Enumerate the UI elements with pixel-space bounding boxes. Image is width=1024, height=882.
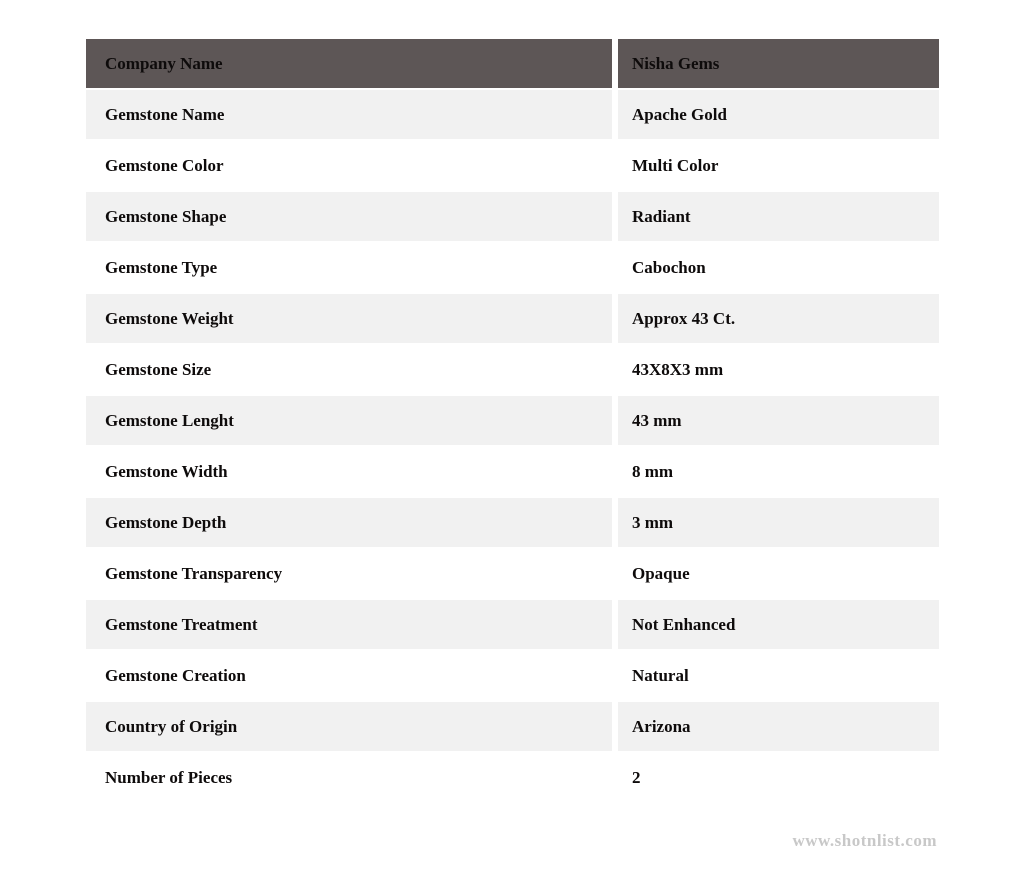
spec-value-cell: 2 [612,753,939,804]
spec-value-cell: Arizona [612,702,939,753]
spec-value-cell: Multi Color [612,141,939,192]
spec-label-cell: Gemstone Type [86,243,612,294]
table-row [86,447,939,498]
watermark-url: www.shotnlist.com [792,831,937,850]
table-row [86,396,939,447]
spec-value-cell: Approx 43 Ct. [612,294,939,345]
spec-value-cell: Opaque [612,549,939,600]
table-row [86,294,939,345]
spec-value-cell: 8 mm [612,447,939,498]
spec-label-cell: Country of Origin [86,702,612,753]
spec-label-cell: Gemstone Depth [86,498,612,549]
table-row [86,498,939,549]
table-row [86,702,939,753]
spec-value-cell: Cabochon [612,243,939,294]
spec-label-cell: Gemstone Color [86,141,612,192]
spec-label-cell: Gemstone Size [86,345,612,396]
table-row [86,549,939,600]
spec-label-cell: Gemstone Transparency [86,549,612,600]
spec-value-cell: Apache Gold [612,90,939,141]
header-value-cell: Nisha Gems [612,39,939,90]
table-row [86,90,939,141]
table-row [86,753,939,804]
table-row [86,345,939,396]
spec-label-cell: Gemstone Weight [86,294,612,345]
spec-value-cell: Not Enhanced [612,600,939,651]
spec-label-cell: Gemstone Shape [86,192,612,243]
spec-value-cell: 43X8X3 mm [612,345,939,396]
spec-label-cell: Gemstone Lenght [86,396,612,447]
spec-label-cell: Gemstone Width [86,447,612,498]
table-row [86,600,939,651]
table-row [86,243,939,294]
table-header-row [86,39,939,90]
spec-label-cell: Gemstone Creation [86,651,612,702]
spec-label-cell: Gemstone Name [86,90,612,141]
spec-value-cell: 3 mm [612,498,939,549]
spec-value-cell: Radiant [612,192,939,243]
spec-label-cell: Gemstone Treatment [86,600,612,651]
spec-value-cell: Natural [612,651,939,702]
spec-value-cell: 43 mm [612,396,939,447]
table-row [86,651,939,702]
header-label-cell: Company Name [86,39,612,90]
spec-label-cell: Number of Pieces [86,753,612,804]
table-row [86,141,939,192]
gemstone-spec-table [86,39,939,804]
table-row [86,192,939,243]
